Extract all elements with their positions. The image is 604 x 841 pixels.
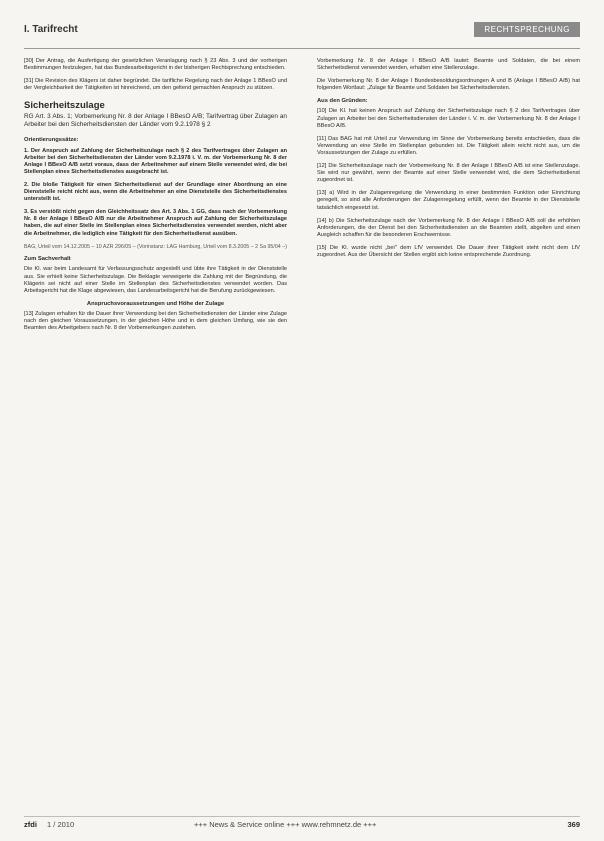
left-column [24, 58, 287, 338]
facts-text: Die Kl. war beim Landesamt für Verfassungsschutz angestellt und übte ihre Tätigkeit in der Dienststelle aus. Sie erhielt keine Sicherheitszulage. Die Beklagte verweigerte die Zahlung mit der Begründung, die Klägerin sei nicht auf einer Stelle im Stellenplan des Sicherheitsdienstes verwendet worden. Das Arbeitsgericht hat die Klage abgewiesen, das Landesarbeitsgericht hat die Berufung zurückgewiesen. [24, 266, 287, 294]
intro-paragraph: [30] Der Antrag, die Ausfertigung der gesetzlichen Veranlagung nach § 23 Abs. 3 und der vorherigen Bestimmungen festzulegen, hat das Bundesarbeitsgericht in der bisherigen Rechtsprechung entschieden. [24, 58, 287, 72]
right-column [317, 58, 580, 265]
grounds-heading: Aus den Gründen: [317, 98, 368, 105]
grounds-paragraph: [13] a) Wird in der Zulagenregelung die Verwendung in einer bestimmten Funktion oder Einrichtung geregelt, so sind alle Anforderungen der Zulagenregelung erfüllt, wenn der Beamte in der Dienststelle tatsächlich eingesetzt ist. [317, 190, 580, 211]
intro-paragraph: [31] Die Revision des Klägers ist daher begründet. Die tarifliche Regelung nach der Anlage 1 BBesO und der Vergleichbarkeit der Tätigkeiten ist hinreichend, um den geltend gemachten Anspruch zu stützen. [24, 78, 287, 92]
grounds-paragraph: [14] b) Die Sicherheitszulage nach der Vorbemerkung Nr. 8 der Anlage I BBesO A/B soll die erhöhten Anforderungen, die der Dienst bei den Sicherheitsdiensten an die Beamten stellt, abgelten und einen Ausgleich schaffen für die besonderen Erschwernisse. [317, 217, 580, 238]
orientation-point: 1. Der Anspruch auf Zahlung der Sicherheitszulage nach § 2 des Tarifvertrages über Zulagen an Arbeiter bei den Sicherheitsdiensten der Länder vom 9.2.1978 i. V. m. der Vorbemerkung Nr. 8 der Anlage I BBesO A/B setzt voraus, dass der Arbeitnehmer auf einem Stelle verwendet wird, die bei Stellenplan eines Sicherheitsdienstes ausgebracht ist. [24, 147, 287, 175]
orientation-point: 3. Es verstößt nicht gegen den Gleichheitssatz des Art. 3 Abs. 1 GG, dass nach der Vorbemerkung Nr. 8 der Anlage I BBesO A/B nur die Arbeitnehmer Anspruch auf Zahlung der Sicherheitszulage haben, die auf einer Stelle im Stellenplan eines Sicherheitsdienstes verwendet werden, nicht aber die Arbeitnehmer, die lediglich eine Tätigkeit für den Sicherheitsdienst ausüben. [24, 209, 287, 237]
grounds-paragraph: [12] Die Sicherheitszulage nach der Vorbemerkung Nr. 8 der Anlage I BBesO A/B ist eine Stellenzulage. Sie wird nur gewährt, wenn der Beamte auf einer Stelle verwendet wird, die dem Sicherheitsdienst zugeordnet ist. [317, 163, 580, 184]
subsection-text: [13] Zulagen erhalten für die Dauer ihrer Verwendung bei den Sicherheitsdiensten der Länder eine Zulage nach den gleichen Voraussetzungen, in der gleichen Höhe und in dem gleichen Umfang, wie sie den Beamten des Arbeitgebers nach Nr. 8 der Vorbemerkungen zustehen. [24, 310, 287, 332]
article-title: Sicherheitszulage [24, 100, 105, 112]
page-footer [24, 816, 580, 831]
journal-logo-text: zfdi [24, 820, 37, 829]
article-lead: RG Art. 3 Abs. 1; Vorbemerkung Nr. 8 der Anlage I BBesO A/B; Tarifvertrag über Zulagen an Arbeiter bei den Sicherheitsdiensten der Länder vom 9.2.1978 § 2 [24, 113, 287, 129]
section-heading: I. Tarifrecht [24, 24, 78, 35]
grounds-paragraph: [10] Die Kl. hat keinen Anspruch auf Zahlung der Sicherheitszulage nach § 2 des Tarifvertrages über Zulagen an Arbeiter bei den Sicherheitsdiensten der Länder i. V. m. der Vorbemerkung Nr. 8 der Anlage I BBesO A/B. [317, 108, 580, 129]
page-header [24, 20, 580, 49]
orientation-heading: Orientierungssätze: [24, 137, 79, 144]
subsection-heading: Anspruchsvoraussetzungen und Höhe der Zulage [86, 300, 225, 307]
right-paragraph: Vorbemerkung Nr. 8 der Anlage I BBesO A/B lautet: Beamte und Soldaten, die bei einem Sicherheitsdienst verwendet werden, erhalten eine Stellenzulage. [317, 58, 580, 72]
journal-logo [24, 820, 74, 829]
issue-number: 1 / 2010 [47, 820, 75, 829]
grounds-paragraph: [15] Die Kl. wurde nicht „bei" dem LfV verwendet. Die Dauer ihrer Tätigkeit steht nicht dem LfV zugeordnet. Aus der Übersicht der Stellen ergibt sich keine entsprechende Zuordnung. [317, 244, 580, 258]
facts-heading: Zum Sachverhalt [24, 256, 71, 263]
grounds-paragraph: [11] Das BAG hat mit Urteil zur Verwendung im Sinne der Vorbemerkung bereits entschieden, dass die Verwendung an eine Stelle im Stellenplan gebunden ist. Die Tätigkeit allein reicht nicht aus, um die Voraussetzungen der Zulage zu erfüllen. [317, 135, 580, 156]
page-number: 369 [567, 820, 580, 829]
case-citation: BAG, Urteil vom 14.12.2005 – 10 AZR 296/05 – (Vorinstanz: LAG Hamburg, Urteil vom 8.3.2005 – 2 Sa 95/04 –) [24, 243, 287, 250]
orientation-point: 2. Die bloße Tätigkeit für einen Sicherheitsdienst auf der Grundlage einer Abordnung an eine Dienststelle reicht nicht aus, wenn die Arbeitnehmer an eine Dienststelle des Sicherheitsdienstes unterstellt ist. [24, 181, 287, 203]
footer-link[interactable]: +++ News & Service online +++ www.rehmnetz.de +++ [194, 820, 377, 829]
right-paragraph: Die Vorbemerkung Nr. 8 der Anlage I Bundesbesoldungsordnungen A und B (Anlage I BBesO A/B) hat folgenden Wortlaut: „Zulage für Beamte und Soldaten bei Sicherheitsdiensten. [317, 78, 580, 92]
section-badge: RECHTSPRECHUNG [474, 22, 580, 37]
